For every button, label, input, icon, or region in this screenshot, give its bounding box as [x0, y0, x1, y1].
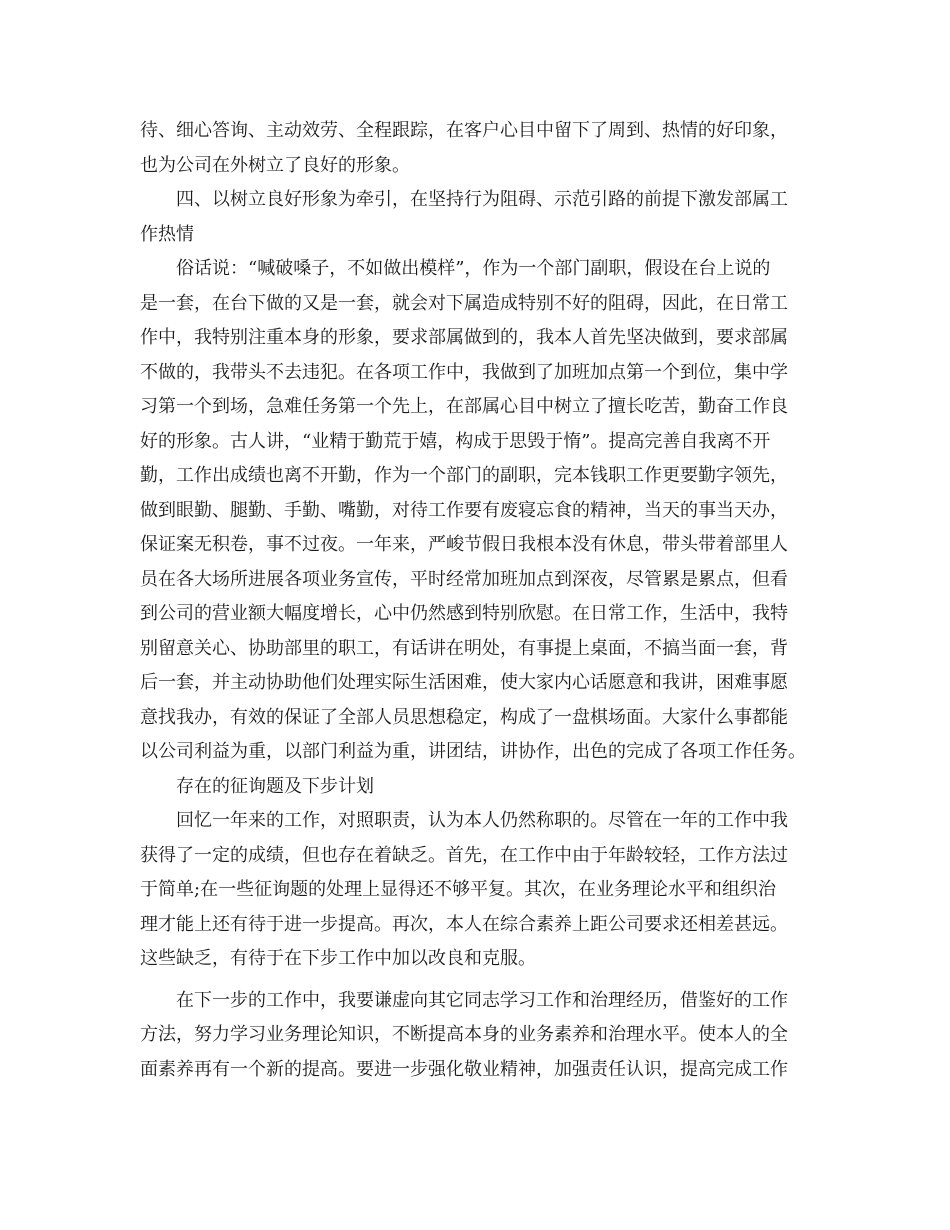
text-line: 面素养再有一个新的提高。要进一步强化敬业精神，加强责任认识，提高完成工作 [140, 1058, 788, 1080]
section-heading-line: 四、以树立良好形象为牵引，在坚持行为阻碍、示范引路的前提下激发部属工 [176, 189, 788, 210]
text-line: 以公司利益为重，以部门利益为重，讲团结，讲协作，出色的完成了各项工作任务。 [140, 741, 806, 762]
text-line: 待、细心答询、主动效劳、全程跟踪，在客户心目中留下了周到、热情的好印象， [140, 120, 788, 141]
text-line: 做到眼勤、腿勤、手勤、嘴勤，对待工作要有废寝忘食的精神，当天的事当天办， [140, 499, 788, 521]
text-line: 保证案无积卷，事不过夜。一年来，严峻节假日我根本没有休息，带头带着部里人 [140, 534, 788, 555]
body-text [140, 114, 830, 1087]
text-line: 方法，努力学习业务理论知识，不断提高本身的业务素养和治理水平。使本人的全 [140, 1024, 788, 1045]
text-line: 好的形象。古人讲，“业精于勤荒于嬉，构成于思毁于惰”。提高完善自我离不开 [140, 430, 771, 452]
text-line: 俗话说：“喊破嗓子，不如做出模样”，作为一个部门副职，假设在台上说的 [176, 258, 771, 279]
text-line: 习第一个到场，急难任务第一个先上，在部属心目中树立了擅长吃苦，勤奋工作良 [140, 396, 788, 417]
section-heading-line: 作热情 [140, 223, 194, 245]
section-heading-line: 存在的征询题及下步计划 [176, 775, 374, 797]
text-line: 员在各大场所进展各项业务宣传，平时经常加班加点到深夜，尽管累是累点，但看 [140, 568, 788, 590]
text-line: 于简单;在一些征询题的处理上显得还不够平复。其次，在业务理论水平和组织治 [140, 879, 777, 900]
text-line: 理才能上还有待于进一步提高。再次，本人在综合素养上距公司要求还相差甚远。 [140, 913, 788, 935]
text-line: 后一套，并主动协助他们处理实际生活困难，使大家内心话愿意和我讲，困难事愿 [140, 672, 788, 693]
text-line: 别留意关心、协助部里的职工，有话讲在明处，有事提上桌面，不搞当面一套，背 [140, 637, 788, 659]
text-line: 不做的，我带头不去违犯。在各项工作中，我做到了加班加点第一个到位，集中学 [140, 361, 788, 383]
text-line: 也为公司在外树立了良好的形象。 [140, 154, 410, 176]
text-line: 作中，我特别注重本身的形象，要求部属做到的，我本人首先坚决做到，要求部属 [140, 327, 788, 348]
text-line: 勤，工作出成绩也离不开勤，作为一个部门的副职，完本钱职工作更要勤字领先， [140, 465, 788, 486]
text-line: 回忆一年来的工作，对照职责，认为本人仍然称职的。尽管在一年的工作中我 [176, 810, 788, 831]
text-line: 这些缺乏，有待于在下步工作中加以改良和克服。 [140, 948, 536, 969]
text-line: 获得了一定的成绩，但也存在着缺乏。首先，在工作中由于年龄较轻，工作方法过 [140, 844, 788, 866]
text-line: 到公司的营业额大幅度增长，心中仍然感到特别欣慰。在日常工作，生活中，我特 [140, 603, 788, 624]
text-line: 是一套，在台下做的又是一套，就会对下属造成特别不好的阻碍，因此，在日常工 [140, 292, 788, 314]
text-line: 在下一步的工作中，我要谦虚向其它同志学习工作和治理经历，借鉴好的工作 [176, 989, 788, 1011]
text-line: 意找我办，有效的保证了全部人员思想稳定，构成了一盘棋场面。大家什么事都能 [140, 706, 788, 728]
